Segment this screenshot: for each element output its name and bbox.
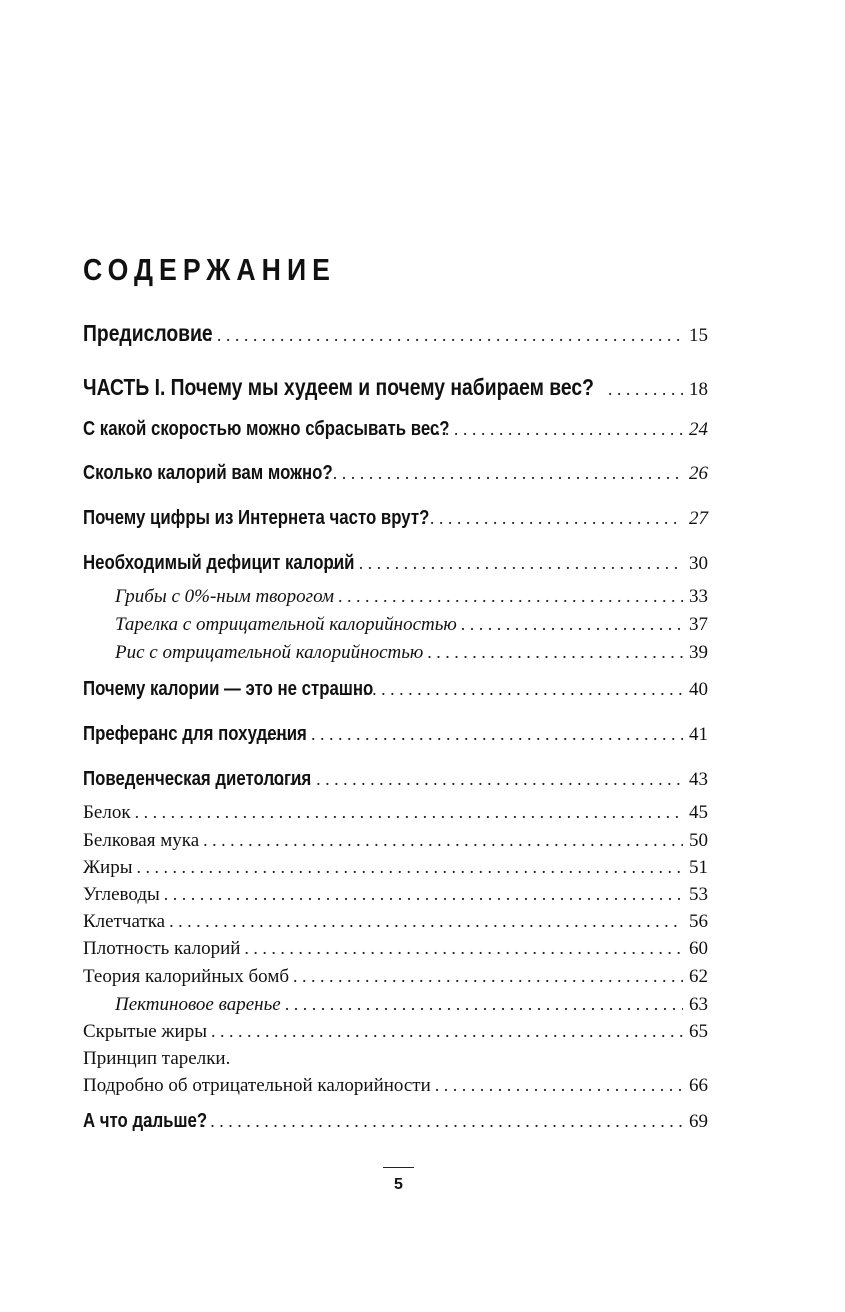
toc-entry[interactable] <box>83 723 708 746</box>
toc-entry-page: 65 <box>689 1021 708 1042</box>
toc-entry-page: 63 <box>689 994 708 1015</box>
dot-leader <box>203 830 683 851</box>
toc-entry-title: А что дальше? <box>83 1110 208 1132</box>
dot-leader <box>323 553 683 574</box>
toc-entry-page: 43 <box>689 769 708 790</box>
toc-entry-page: 15 <box>689 325 708 346</box>
dot-leader <box>436 419 683 440</box>
toc-entry-page: 53 <box>689 884 708 905</box>
toc-subentry[interactable] <box>115 994 708 1016</box>
toc-entry[interactable] <box>83 418 708 441</box>
toc-entry-title: Почему цифры из Интернета часто врут? <box>83 507 430 529</box>
toc-subentry[interactable] <box>83 938 708 960</box>
dot-leader <box>211 1021 683 1042</box>
dot-leader <box>169 911 683 932</box>
toc-entry-title: Белок <box>83 802 131 823</box>
toc-entry-title: Скрытые жиры <box>83 1021 207 1042</box>
toc-entry-title: Предисловие <box>83 320 213 346</box>
toc-entry[interactable] <box>83 768 708 791</box>
toc-entry-page: 69 <box>689 1111 708 1132</box>
toc-entry-title: Пектиновое варенье <box>115 994 281 1015</box>
toc-entry[interactable] <box>83 678 708 701</box>
toc-entry-title: Грибы с 0%-ным творогом <box>115 586 334 607</box>
toc-entry-page: 66 <box>689 1075 708 1096</box>
toc-subentry-title-line: Принцип тарелки. <box>83 1048 231 1069</box>
toc-entry-page: 56 <box>689 911 708 932</box>
dot-leader <box>147 1111 683 1132</box>
toc-subentry[interactable] <box>115 642 708 664</box>
toc-subentry[interactable] <box>83 857 708 879</box>
toc-subentry[interactable] <box>83 966 708 988</box>
toc-entry-title: Рис с отрицательной калорийностью <box>115 642 424 663</box>
toc-entry-page: 33 <box>689 586 708 607</box>
toc-entry-page: 62 <box>689 966 708 987</box>
toc-entry-page: 50 <box>689 830 708 851</box>
toc-subentry[interactable] <box>83 802 708 824</box>
toc-entry-title: Белковая мука <box>83 830 200 851</box>
toc-entry-title: Углеводы <box>83 884 160 905</box>
toc-subentry[interactable] <box>83 1075 708 1097</box>
dot-leader <box>154 325 683 346</box>
toc-subentry[interactable] <box>83 1021 708 1043</box>
toc-entry-title: Подробно об отрицательной калорийности <box>83 1075 431 1096</box>
toc-subentry[interactable] <box>115 586 708 608</box>
dot-leader <box>293 966 683 987</box>
dot-leader <box>345 679 683 700</box>
toc-entry-page: 27 <box>689 508 708 529</box>
toc-entry-page: 51 <box>689 857 708 878</box>
toc-entry[interactable] <box>83 552 708 575</box>
toc-entry-title: Клетчатка <box>83 911 166 932</box>
dot-leader <box>608 379 683 400</box>
toc-entry-title: С какой скоростью можно сбрасывать вес? <box>83 418 450 440</box>
toc-subentry[interactable] <box>83 884 708 906</box>
dot-leader <box>135 802 683 823</box>
dot-leader <box>136 857 683 878</box>
footer-rule <box>383 1167 414 1168</box>
dot-leader <box>285 994 683 1015</box>
toc-entry-page: 40 <box>689 679 708 700</box>
dot-leader <box>244 938 683 959</box>
dot-leader <box>266 724 683 745</box>
dot-leader <box>297 463 683 484</box>
toc-entry[interactable] <box>83 320 708 347</box>
toc-entry-title: Почему калории — это не страшно <box>83 678 374 700</box>
toc-entry-title: Сколько калорий вам можно? <box>83 462 333 484</box>
toc-entry-page: 45 <box>689 802 708 823</box>
toc-entry-page: 39 <box>689 642 708 663</box>
dot-leader <box>271 769 683 790</box>
toc-entry-title: ЧАСТЬ I. Почему мы худеем и почему набираем вес? <box>83 374 594 400</box>
page-number: 5 <box>394 1176 403 1193</box>
toc-entry-title: Жиры <box>83 857 133 878</box>
toc-entry[interactable] <box>83 462 708 485</box>
toc-entry[interactable] <box>83 1110 708 1133</box>
toc-subentry[interactable] <box>83 911 708 933</box>
toc-entry-title: Тарелка с отрицательной калорийностью <box>115 614 457 635</box>
page-title: СОДЕРЖАНИЕ <box>83 252 336 287</box>
toc-entry-title: Необходимый дефицит калорий <box>83 552 355 574</box>
toc-entry-page: 24 <box>689 419 708 440</box>
toc-entry-title: Поведенческая диетология <box>83 768 312 790</box>
dot-leader <box>412 508 683 529</box>
toc-entry-page: 26 <box>689 463 708 484</box>
dot-leader <box>461 614 683 635</box>
dot-leader <box>338 586 683 607</box>
toc-subentry[interactable] <box>115 614 708 636</box>
toc-entry-page: 30 <box>689 553 708 574</box>
toc-entry[interactable] <box>83 507 708 530</box>
dot-leader <box>435 1075 683 1096</box>
toc-entry-page: 37 <box>689 614 708 635</box>
toc-subentry[interactable] <box>83 830 708 852</box>
toc-entry-title: Преферанс для похудения <box>83 723 307 745</box>
toc-entry[interactable] <box>83 374 708 401</box>
toc-entry-title: Плотность калорий <box>83 938 241 959</box>
dot-leader <box>427 642 683 663</box>
toc-entry-page: 60 <box>689 938 708 959</box>
dot-leader <box>164 884 683 905</box>
toc-entry-title: Теория калорийных бомб <box>83 966 290 987</box>
toc-entry-page: 18 <box>689 379 708 400</box>
toc-entry-page: 41 <box>689 724 708 745</box>
